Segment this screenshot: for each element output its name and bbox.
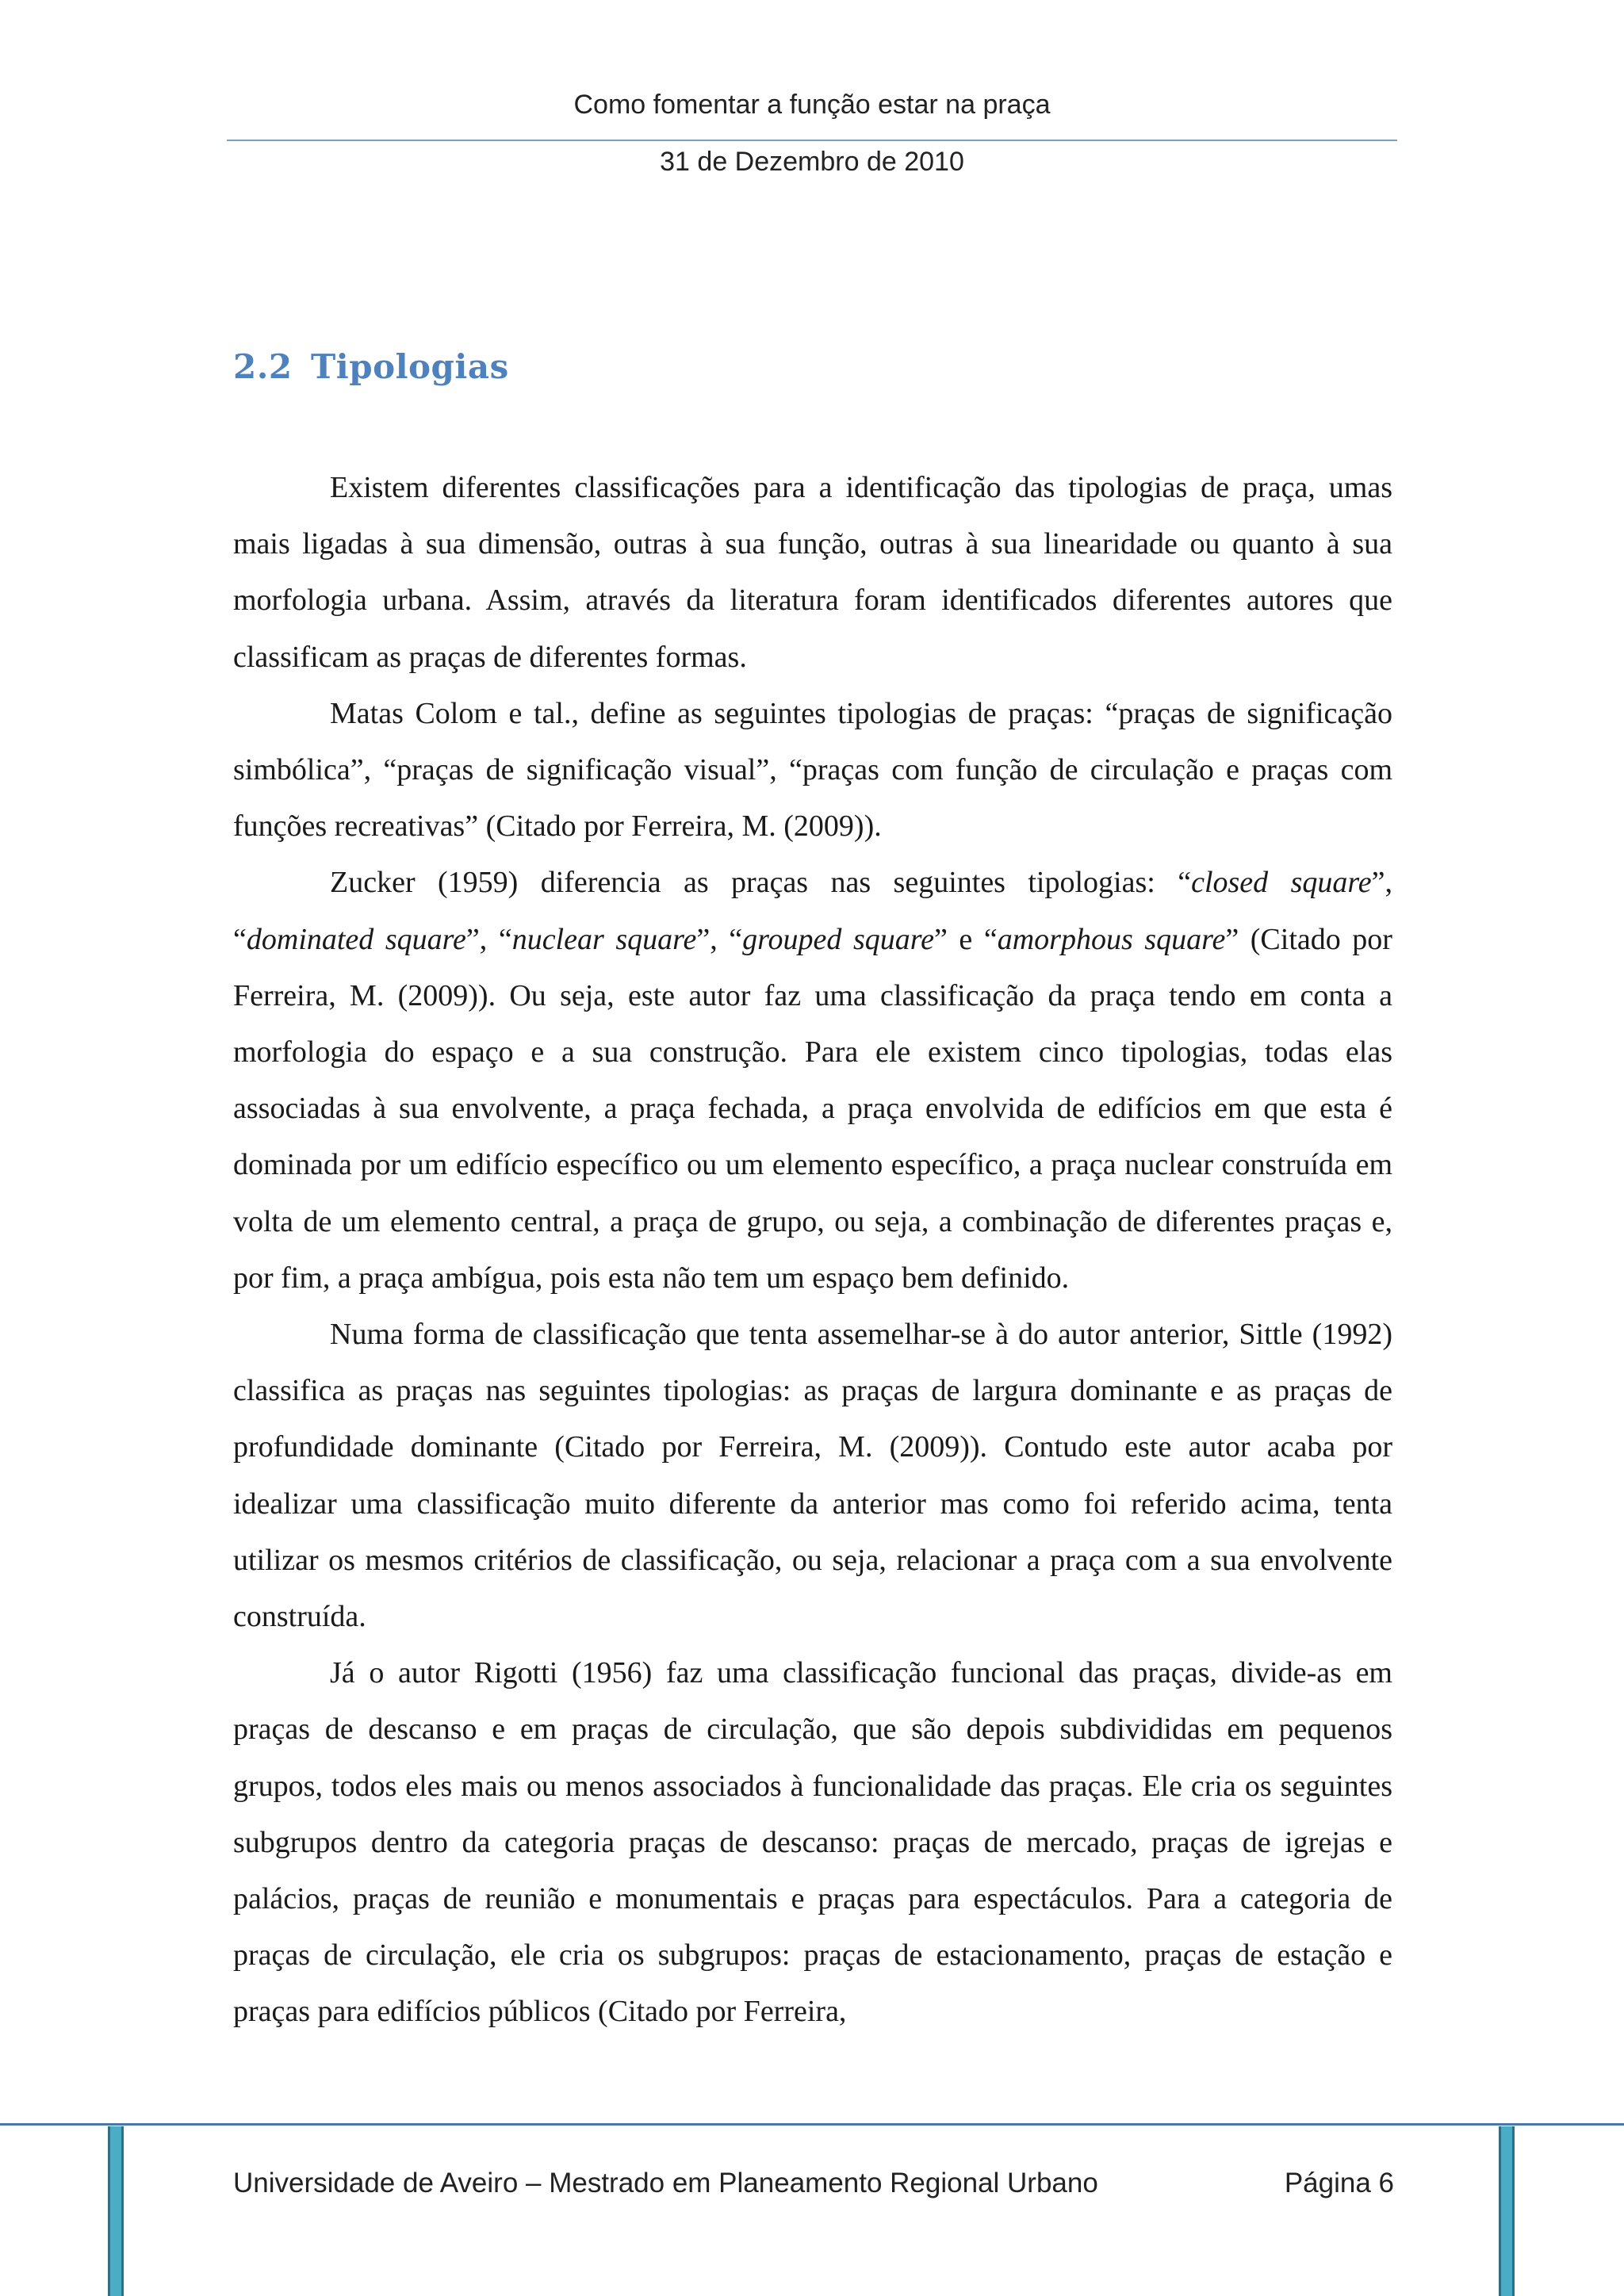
paragraph bbox=[233, 686, 1392, 855]
paragraph bbox=[233, 460, 1392, 686]
header-date: 31 de Dezembro de 2010 bbox=[660, 147, 964, 177]
header-title: Como fomentar a função estar na praça bbox=[573, 90, 1051, 120]
italic-term: dominated square bbox=[246, 922, 466, 956]
body-text bbox=[233, 460, 1392, 2041]
text-run: ” (Citado por Ferreira, M. (2009)). Ou seja, este autor faz uma classificação da praça tendo em conta a morfologia do espaço e a sua construção. Para ele existem cinco tipologias, todas elas associadas à sua envolvente, a praça fechada, a praça envolvida de edifícios em que esta é dominada por um edifício específico ou um elemento específico, a praça nuclear construída em volta de um elemento central, a praça de grupo, ou seja, a combinação de diferentes praças e, por fim, a praça ambígua, pois esta não tem um espaço bem definido. bbox=[233, 922, 1392, 1295]
text-run: ”, “ bbox=[233, 866, 1392, 956]
italic-term: nuclear square bbox=[511, 922, 697, 956]
footer-divider bbox=[0, 2123, 1624, 2126]
footer-institution: Universidade de Aveiro – Mestrado em Planeamento Regional Urbano bbox=[233, 2168, 1098, 2198]
text-run: Existem diferentes classificações para a identificação das tipologias de praça, umas mais ligadas à sua dimensão, outras à sua função, outras à sua linearidade ou quanto à sua morfologia urbana. Assim, através da literatura foram identificados diferentes autores que classificam as praças de diferentes formas. bbox=[233, 471, 1392, 674]
italic-term: closed square bbox=[1191, 866, 1372, 900]
paragraph bbox=[233, 1307, 1392, 1645]
header-divider bbox=[227, 140, 1397, 141]
footer-page-number: Página 6 bbox=[1284, 2168, 1394, 2198]
footer-decorative-bar-right bbox=[1499, 2126, 1515, 2296]
text-run: Numa forma de classificação que tenta assemelhar-se à do autor anterior, Sittle (1992) classifica as praças nas seguintes tipologias: as praças de largura dominante e as praças de profundidade dominante (Citado por Ferreira, M. (2009)). Contudo este autor acaba por idealizar uma classificação muito diferente da anterior mas como foi referido acima, tenta utilizar os mesmos critérios de classificação, ou seja, relacionar a praça com a sua envolvente construída. bbox=[233, 1318, 1392, 1634]
text-run: ” e “ bbox=[934, 922, 998, 956]
section-number: 2.2 bbox=[233, 347, 293, 386]
page-header bbox=[227, 89, 1397, 178]
section-heading bbox=[233, 347, 509, 386]
text-run: ”, “ bbox=[465, 922, 512, 956]
italic-term: amorphous square bbox=[997, 922, 1226, 956]
paragraph bbox=[233, 1645, 1392, 2040]
text-run: ”, “ bbox=[696, 922, 743, 956]
text-run: Já o autor Rigotti (1956) faz uma classificação funcional das praças, divide-as em praças de descanso e em praças de circulação, que são depois subdivididas em pequenos grupos, todos eles mais ou menos associados à funcionalidade das praças. Ele cria os seguintes subgrupos dentro da categoria praças de descanso: praças de mercado, praças de igrejas e palácios, praças de reunião e monumentais e praças para espectáculos. Para a categoria de praças de circulação, ele cria os subgrupos: praças de estacionamento, praças de estação e praças para edifícios públicos (Citado por Ferreira, bbox=[233, 1656, 1392, 2029]
section-title: Tipologias bbox=[311, 347, 509, 386]
italic-term: grouped square bbox=[742, 922, 934, 956]
text-run: Zucker (1959) diferencia as praças nas seguintes tipologias: “ bbox=[330, 866, 1192, 900]
text-run: Matas Colom e tal., define as seguintes tipologias de praças: “praças de significação simbólica”, “praças de significação visual”, “praças com função de circulação e praças com funções recreativas” (Citado por Ferreira, M. (2009)). bbox=[233, 696, 1392, 844]
footer-decorative-bar-left bbox=[108, 2126, 124, 2296]
paragraph bbox=[233, 855, 1392, 1307]
